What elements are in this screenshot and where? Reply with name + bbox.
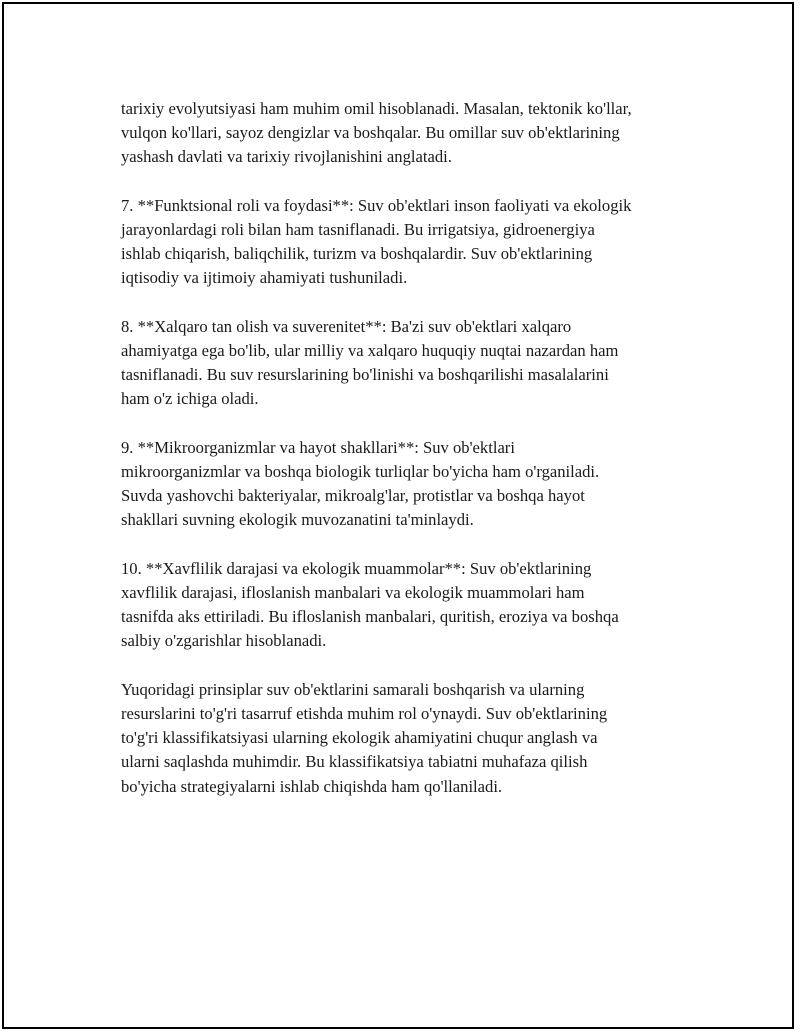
text-line: mikroorganizmlar va boshqa biologik turliqlar bo'yicha ham o'rganiladi. [121,462,600,481]
text-line: tarixiy evolyutsiyasi ham muhim omil hisoblanadi. Masalan, tektonik ko'llar, [121,99,632,118]
text-line: 8. **Xalqaro tan olish va suverenitet**: Ba'zi suv ob'ektlari xalqaro [121,316,572,336]
text-line: 10. **Xavflilik darajasi va ekologik muammolar**: Suv ob'ektlarining [121,558,592,578]
text-line: 7. **Funktsional roli va foydasi**: Suv ob'ektlari inson faoliyati va ekologik [121,195,632,215]
paragraph-item-7 [121,194,701,291]
paragraph-conclusion [121,678,701,799]
text-line: 9. **Mikroorganizmlar va hayot shakllari**: Suv ob'ektlari [121,437,515,457]
text-line: resurslarini to'g'ri tasarruf etishda muhim rol o'ynaydi. Suv ob'ektlarining [121,704,608,723]
text-line: ahamiyatga ega bo'lib, ular milliy va xalqaro huquqiy nuqtai nazardan ham [121,341,619,360]
document-body [121,97,701,823]
page-frame [2,2,794,1029]
text-line: ham o'z ichiga oladi. [121,389,259,409]
text-line: Yuqoridagi prinsiplar suv ob'ektlarini samarali boshqarish va ularning [121,679,585,699]
text-line: jarayonlardagi roli bilan ham tasniflanadi. Bu irrigatsiya, gidroenergiya [121,220,595,239]
paragraph-intro-continuation [121,97,701,170]
text-line: tasniflanadi. Bu suv resurslarining bo'linishi va boshqarilishi masalalarini [121,365,609,385]
text-line: bo'yicha strategiyalarni ishlab chiqishda ham qo'llaniladi. [121,776,503,796]
text-line: ularni saqlashda muhimdir. Bu klassifikatsiya tabiatni muhafaza qilish [121,752,588,772]
text-line: shakllari suvning ekologik muvozanatini ta'minlaydi. [121,510,474,530]
text-line: Suvda yashovchi bakteriyalar, mikroalg'lar, protistlar va boshqa hayot [121,486,585,506]
text-line: xavflilik darajasi, ifloslanish manbalari va ekologik muammolari ham [121,583,585,602]
text-line: vulqon ko'llari, sayoz dengizlar va boshqalar. Bu omillar suv ob'ektlarining [121,123,620,143]
text-line: salbiy o'zgarishlar hisoblanadi. [121,631,327,651]
text-line: ishlab chiqarish, baliqchilik, turizm va boshqalardir. Suv ob'ektlarining [121,244,593,264]
text-line: iqtisodiy va ijtimoiy ahamiyati tushuniladi. [121,268,408,288]
text-line: to'g'ri klassifikatsiyasi ularning ekologik ahamiyatini chuqur anglash va [121,728,598,748]
text-line: tasnifda aks ettiriladi. Bu ifloslanish manbalari, quritish, eroziya va boshqa [121,607,619,627]
paragraph-item-9 [121,436,701,533]
text-line: yashash davlati va tarixiy rivojlanishini anglatadi. [121,147,452,167]
paragraph-item-8 [121,315,701,412]
paragraph-item-10 [121,557,701,654]
